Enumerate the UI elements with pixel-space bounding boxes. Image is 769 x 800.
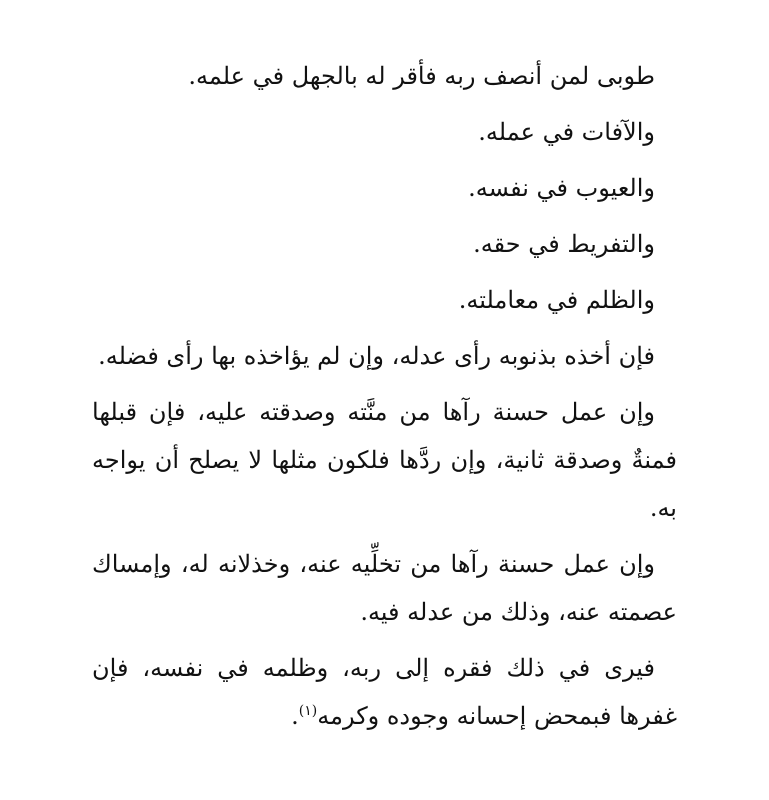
paragraph-9: [92, 644, 677, 740]
paragraph-7: وإن عمل حسنة رآها من منَّته وصدقته عليه، فإن قبلها فمنةٌ وصدقة ثانية، وإن ردَّها فلكون مثلها لا يصلح أن يواجه به.: [92, 398, 678, 522]
paragraph-6: فإن أخذه بذنوبه رأى عدله، وإن لم يؤاخذه بها رأى فضله.: [98, 342, 655, 370]
final-punctuation: .: [291, 702, 299, 730]
paragraph-5: والظلم في معاملته.: [458, 286, 655, 314]
paragraph-1: طوبى لمن أنصف ربه فأقر له بالجهل في علمه.: [188, 62, 655, 90]
paragraph-4: والتفريط في حقه.: [473, 230, 655, 258]
paragraph-3: والعيوب في نفسه.: [468, 174, 655, 202]
paragraph-8: وإن عمل حسنة رآها من تخلِّيه عنه، وخذلانه له، وإمساك عصمته عنه، وذلك من عدله فيه.: [92, 550, 677, 626]
paragraph-9-text: فيرى في ذلك فقره إلى ربه، وظلمه في نفسه، فإن غفرها فبمحض إحسانه وجوده وكرمه: [92, 654, 677, 730]
paragraph-2: والآفات في عمله.: [478, 118, 655, 146]
footnote-marker[interactable]: (١): [298, 703, 318, 719]
